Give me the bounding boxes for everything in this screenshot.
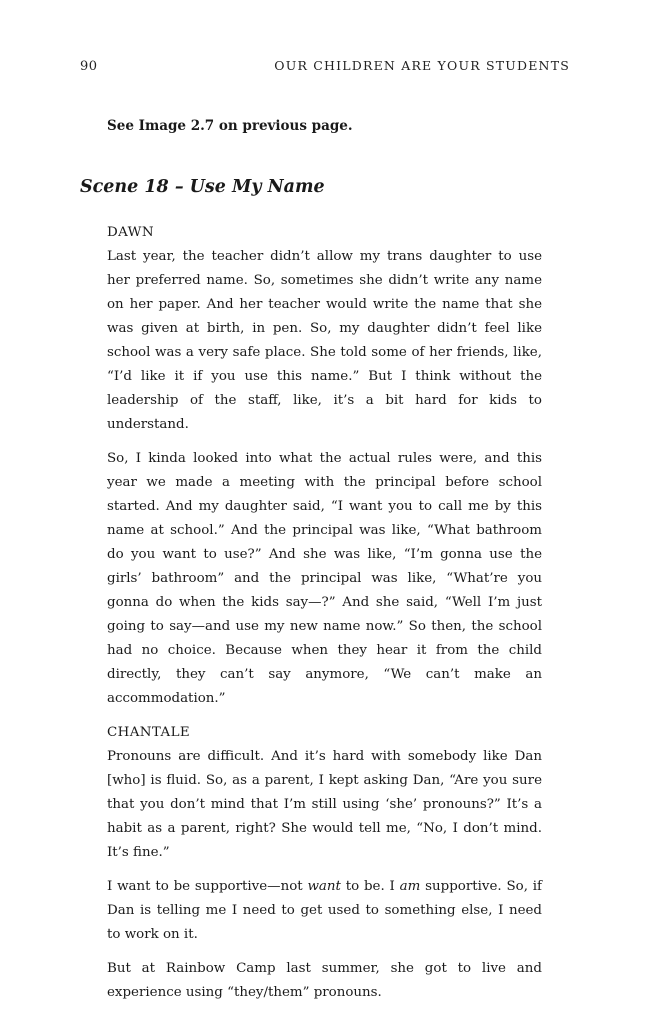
paragraph-dawn-2: So, I kinda looked into what the actual rules were, and this year we made a meeting with the principal before school started. And my daughter said, “I want you to call me by this name at school.” And the principal was like, “What bathroom do you want to use?” And she was like, “I’m gonna use the girls’ bathroom” and the principal was like, “What’re you gonna do when the kids say—?” And she said, “Well I’m just going to say—and use my new name now.” So then, the school had no choice. Because when they hear it from the child directly, they can’t say anymore, “We can’t make an accommodation.” [107, 451, 542, 706]
page-number: 90 [80, 59, 98, 74]
running-title: OUR CHILDREN ARE YOUR STUDENTS [274, 58, 570, 73]
paragraph-dawn-1: Last year, the teacher didn’t allow my trans daughter to use her preferred name. So, sometimes she didn’t write any name on her paper. And her teacher would write the name that she was given at birth, in pen. So, my daughter didn’t feel like school was a very safe place. She told some of her friends, like, “I’d like it if you use this name.” But I think without the leadership of the staff, like, it’s a bit hard for kids to understand. [107, 249, 542, 432]
running-head [80, 58, 570, 74]
speaker-dawn: DAWN [107, 225, 154, 240]
text-run: supportive. So, if Dan is telling me I need to get used to something else, I need to work on it. [107, 879, 543, 942]
scene-title: Scene 18 – Use My Name [80, 177, 325, 197]
paragraph-chantale-2 [107, 875, 542, 947]
paragraph-chantale-1: Pronouns are difficult. And it’s hard with somebody like Dan [who] is fluid. So, as a parent, I kept asking Dan, “Are you sure that you don’t mind that I’m still using ‘she’ pronouns?” It’s a habit as a parent, right? She would tell me, “No, I don’t mind. It’s fine.” [107, 749, 542, 860]
text-run: I want to be supportive—not [107, 879, 308, 894]
emphasis-want: want [307, 879, 341, 894]
paragraph-chantale-3: But at Rainbow Camp last summer, she got to live and experience using “they/them” pronouns. [107, 961, 542, 1000]
emphasis-am: am [399, 879, 421, 894]
image-reference-note: See Image 2.7 on previous page. [107, 118, 353, 134]
speaker-chantale: CHANTALE [107, 725, 191, 740]
body-text [107, 221, 542, 1015]
text-run: to be. I [340, 879, 400, 894]
